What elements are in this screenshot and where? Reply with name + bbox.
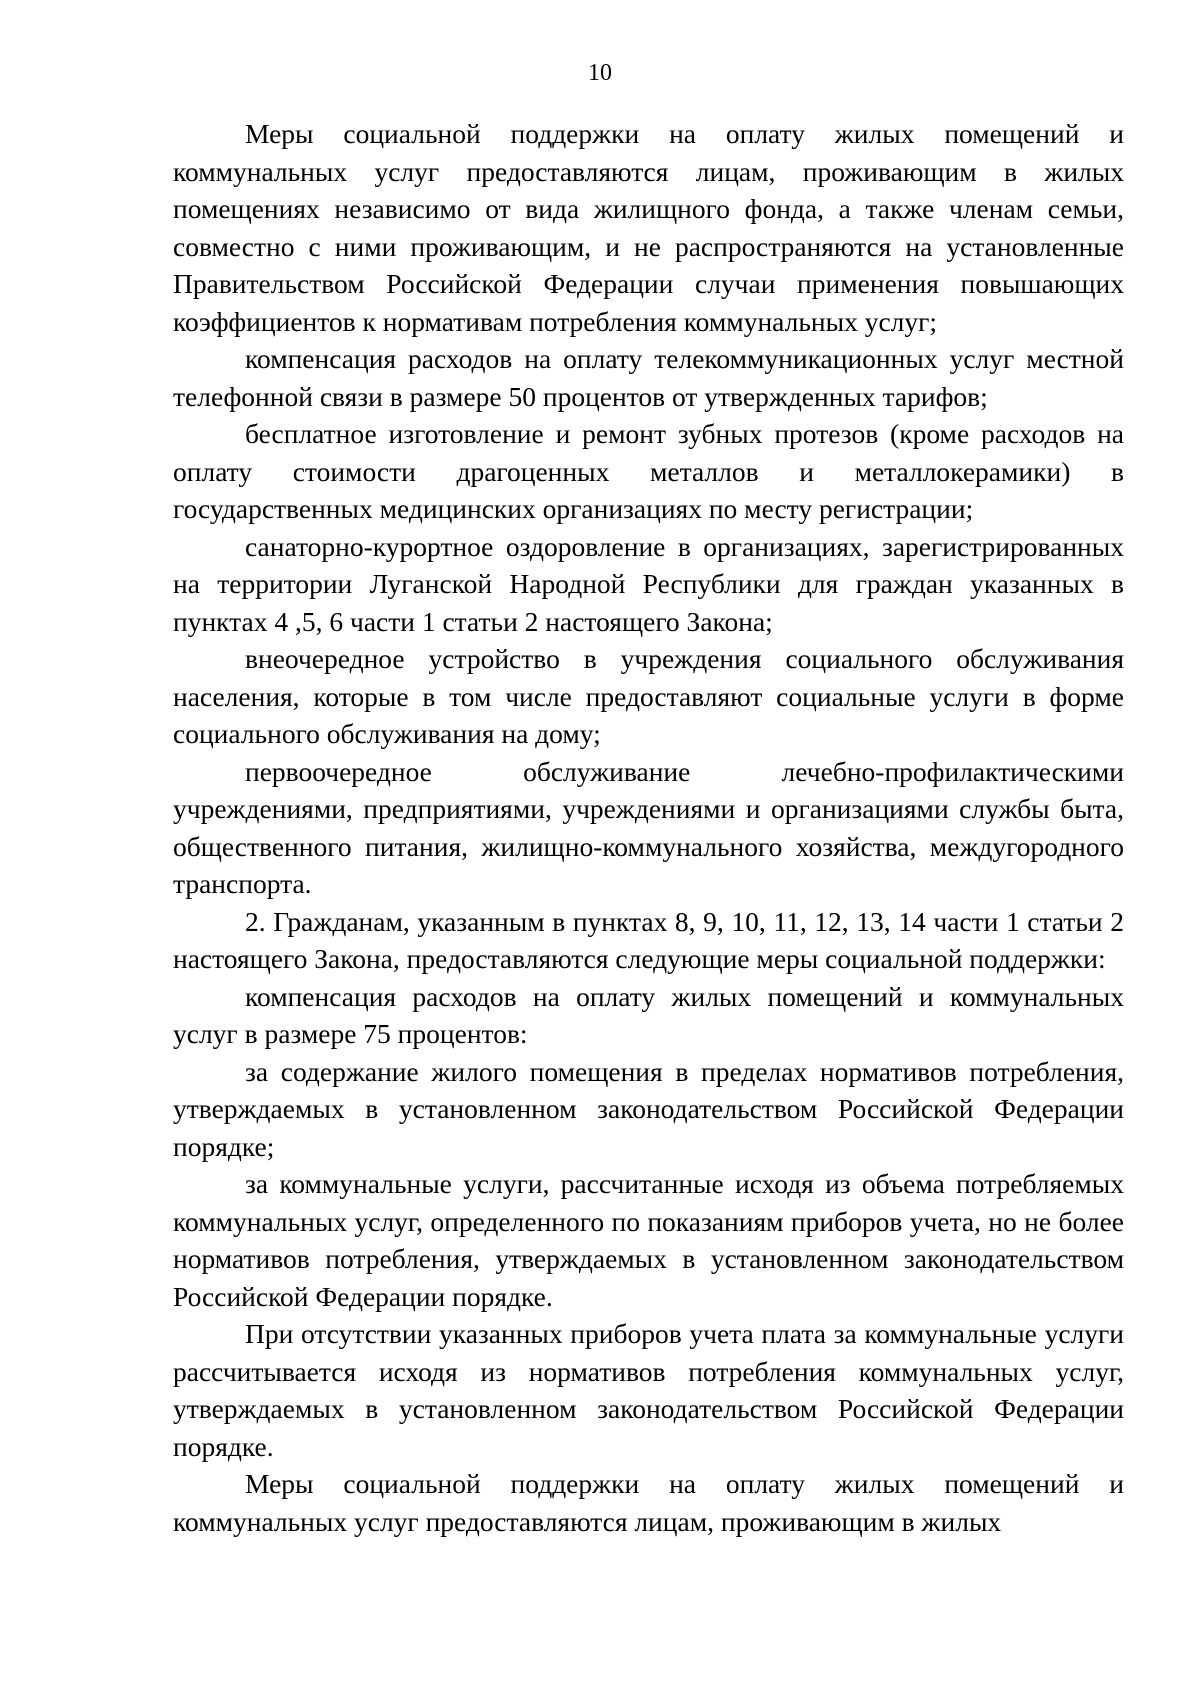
paragraph-utilities: за коммунальные услуги, рассчитанные исходя из объема потребляемых коммунальных услуг, определенного по показаниям приборов учета, но не более нормативов потребления, утверждаемых в установленном законодательством Российской Федерации порядке. bbox=[173, 1168, 1124, 1312]
paragraph-housing-support-continued: Меры социальной поддержки на оплату жилых помещений и коммунальных услуг предоставляются лицам, проживающим в жилых bbox=[173, 1468, 1124, 1537]
document-body bbox=[173, 115, 1124, 1540]
paragraph-social-service: внеочередное устройство в учреждения социального обслуживания населения, которые в том числе предоставляют социальные услуги в форме социального обслуживания на дому; bbox=[173, 643, 1124, 749]
paragraph-priority-service: первоочередное обслуживание лечебно-профилактическими учреждениями, предприятиями, учреждениями и организациями службы быта, общественного питания, жилищно-коммунального хозяйства, междугородного транспорта. bbox=[173, 755, 1124, 899]
paragraph-dental-prosthetics: бесплатное изготовление и ремонт зубных протезов (кроме расходов на оплату стоимости драгоценных металлов и металлокерамики) в государственных медицинских организациях по месту регистрации; bbox=[173, 418, 1124, 524]
paragraph-compensation-75: компенсация расходов на оплату жилых помещений и коммунальных услуг в размере 75 процентов: bbox=[173, 980, 1124, 1049]
paragraph-housing-support: Меры социальной поддержки на оплату жилых помещений и коммунальных услуг предоставляются лицам, проживающим в жилых помещениях независимо от вида жилищного фонда, а также членам семьи, совместно с ними проживающим, и не распространяются на установленные Правительством Российской Федерации случаи применения повышающих коэффициентов к нормативам потребления коммунальных услуг; bbox=[173, 118, 1124, 337]
page-number: 10 bbox=[588, 60, 612, 86]
paragraph-telephone-compensation: компенсация расходов на оплату телекоммуникационных услуг местной телефонной связи в размере 50 процентов от утвержденных тарифов; bbox=[173, 343, 1124, 412]
paragraph-maintenance: за содержание жилого помещения в пределах нормативов потребления, утверждаемых в установленном законодательством Российской Федерации порядке; bbox=[173, 1055, 1124, 1162]
paragraph-sanatorium: санаторно-курортное оздоровление в организациях, зарегистрированных на территории Луганской Народной Республики для граждан указанных в пунктах 4 ,5, 6 части 1 статьи 2 настоящего Закона; bbox=[173, 530, 1124, 637]
paragraph-section-2: 2. Гражданам, указанным в пунктах 8, 9, 10, 11, 12, 13, 14 части 1 статьи 2 настоящего Закона, предоставляются следующие меры социальной поддержки: bbox=[173, 905, 1124, 974]
paragraph-no-meters: При отсутствии указанных приборов учета плата за коммунальные услуги рассчитывается исходя из нормативов потребления коммунальных услуг, утверждаемых в установленном законодательством Российской Федерации порядке. bbox=[173, 1318, 1124, 1462]
